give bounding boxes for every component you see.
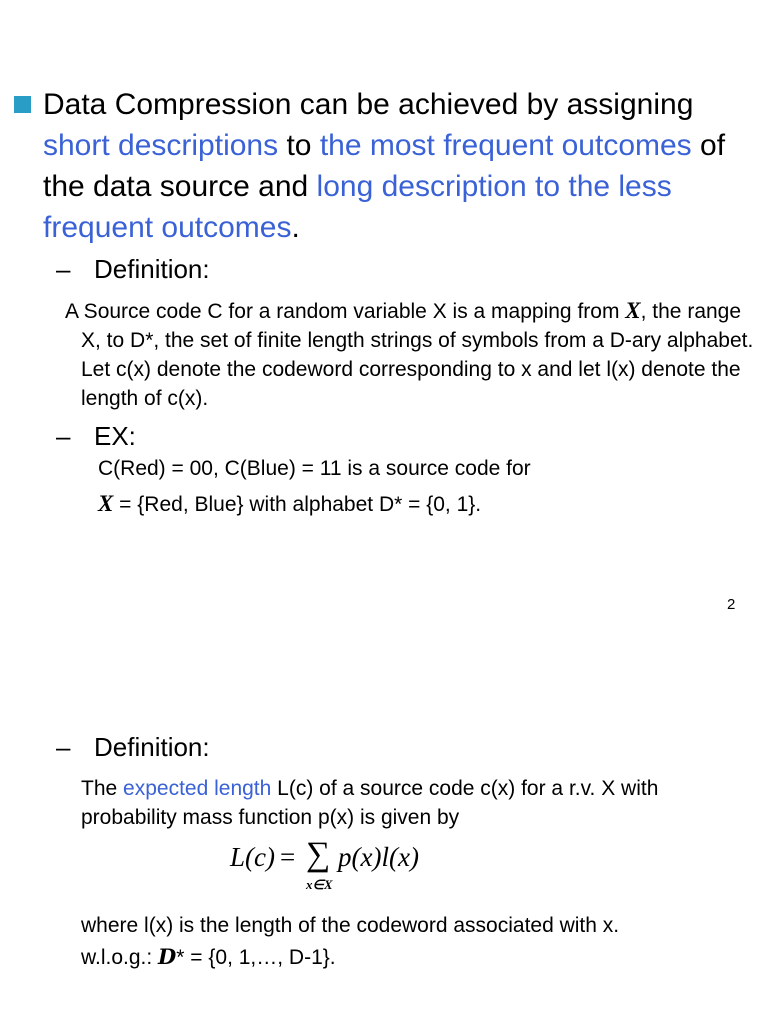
bullet-text-4: . bbox=[291, 211, 300, 244]
wlog-text-b: * = {0, 1,…, D-1}. bbox=[176, 946, 336, 969]
codeword-note: where l(x) is the length of the codeword associated with x. bbox=[81, 914, 620, 937]
definition-text-a: A Source code C for a random variable X is a mapping from bbox=[65, 300, 626, 323]
script-x-symbol: X bbox=[98, 491, 114, 516]
script-x-symbol: X bbox=[625, 298, 641, 323]
formula-sum-subscript: x∈X bbox=[306, 877, 333, 892]
expected-length-paragraph bbox=[81, 774, 721, 832]
bullet-text-2: to bbox=[278, 129, 320, 162]
highlight-most-frequent: the most frequent outcomes bbox=[319, 129, 692, 162]
expected-text-a: The bbox=[81, 777, 124, 800]
dash-marker: – bbox=[56, 254, 71, 284]
main-bullet-text bbox=[43, 84, 753, 248]
example-line-2 bbox=[98, 489, 481, 519]
example-line-1: C(Red) = 00, C(Blue) = 11 is a source code for bbox=[98, 457, 531, 480]
expected-text-b: L(c) of a source code c(x) for a r.v. X with probability mass function p(x) is given by bbox=[81, 777, 659, 829]
definition-text-b: , the range X, to D*, the set of finite length strings of symbols from a D-ary alphabet. Let c(x) denote the codeword corresponding to x and let l(x) denote the length of c(x). bbox=[81, 300, 754, 410]
bullet-text-3: of the data source and bbox=[43, 129, 726, 203]
highlight-expected-length: expected length bbox=[123, 777, 272, 800]
definition-heading-1 bbox=[56, 254, 210, 284]
definition-label: Definition: bbox=[94, 254, 210, 284]
example-label: EX: bbox=[94, 421, 136, 451]
definition-heading-2 bbox=[56, 732, 210, 762]
formula-equals: = bbox=[280, 842, 296, 872]
definition-label: Definition: bbox=[94, 732, 210, 762]
wlog-line bbox=[81, 942, 336, 972]
formula-lhs: L(c) bbox=[230, 842, 275, 872]
wlog-text-a: w.l.o.g.: bbox=[81, 946, 159, 969]
highlight-short-descriptions: short descriptions bbox=[43, 129, 279, 162]
expected-length-formula bbox=[230, 836, 490, 900]
page-number: 2 bbox=[727, 596, 736, 613]
example-line-2-text: = {Red, Blue} with alphabet D* = {0, 1}. bbox=[113, 493, 482, 516]
formula-rhs: p(x)l(x) bbox=[338, 842, 419, 872]
formula-sum-symbol: ∑ bbox=[306, 836, 331, 873]
definition-paragraph bbox=[65, 296, 761, 413]
dash-marker: – bbox=[56, 421, 71, 451]
bullet-text-1: Data Compression can be achieved by assigning bbox=[43, 88, 694, 121]
bullet-square-icon bbox=[14, 96, 31, 113]
example-heading bbox=[56, 421, 136, 451]
dash-marker: – bbox=[56, 732, 71, 762]
highlight-long-description: long description to the less frequent outcomes bbox=[43, 170, 672, 244]
script-d-symbol: D bbox=[158, 944, 177, 969]
